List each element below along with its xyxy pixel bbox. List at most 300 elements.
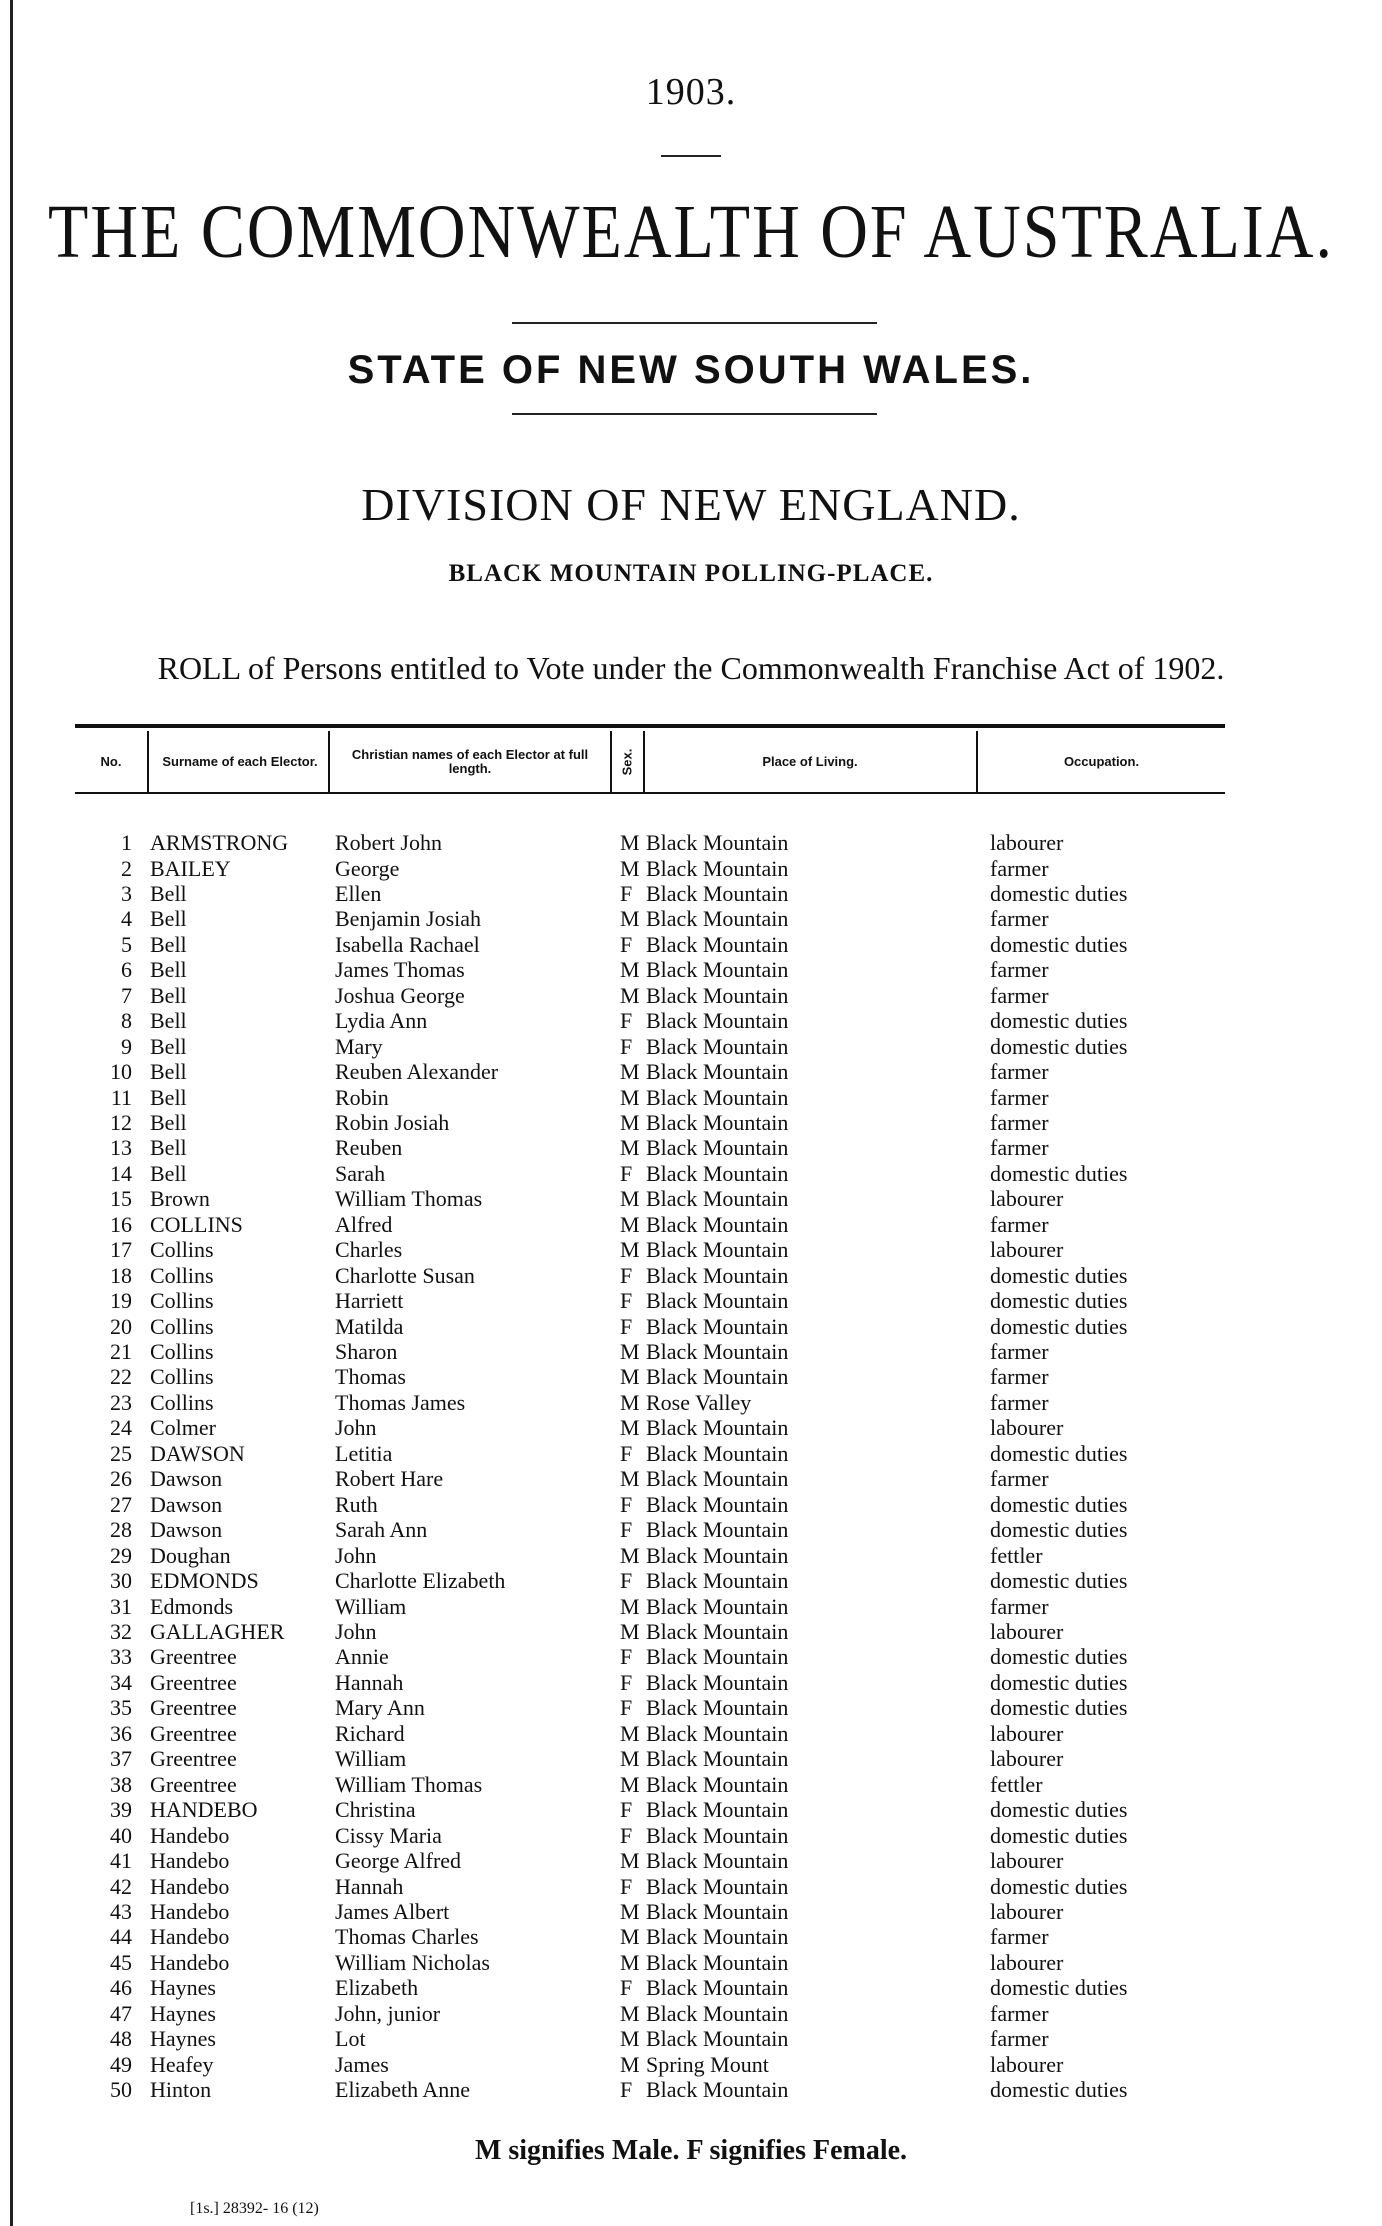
row-place: Black Mountain bbox=[646, 982, 789, 1008]
sex-legend: M signifies Male. F signifies Female. bbox=[474, 2135, 908, 2166]
row-place: Black Mountain bbox=[646, 1517, 789, 1543]
state-heading: STATE OF NEW SOUTH WALES. bbox=[347, 348, 1035, 392]
table-row bbox=[0, 1212, 1382, 1237]
row-number: 31 bbox=[110, 1593, 132, 1619]
row-number: 32 bbox=[110, 1618, 132, 1644]
row-number: 24 bbox=[110, 1415, 132, 1441]
header-occupation: Occupation. bbox=[1063, 754, 1140, 769]
table-row bbox=[0, 983, 1382, 1008]
print-code: [1s.] 28392- 16 (12) bbox=[190, 2200, 319, 2217]
table-row bbox=[0, 1110, 1382, 1135]
row-christian-names: Mary Ann bbox=[335, 1695, 425, 1721]
row-number: 26 bbox=[110, 1466, 132, 1492]
row-surname: Edmonds bbox=[150, 1593, 234, 1619]
table-row bbox=[0, 1441, 1382, 1466]
row-christian-names: Christina bbox=[335, 1797, 416, 1823]
row-christian-names: Harriett bbox=[335, 1288, 404, 1314]
row-surname: Bell bbox=[150, 931, 187, 957]
row-surname: Greentree bbox=[150, 1771, 237, 1797]
row-occupation: labourer bbox=[990, 1237, 1064, 1263]
row-sex: M bbox=[620, 1898, 640, 1924]
row-sex: F bbox=[620, 1517, 633, 1543]
table-row bbox=[0, 2077, 1382, 2102]
row-number: 17 bbox=[110, 1237, 132, 1263]
row-christian-names: John bbox=[335, 1618, 377, 1644]
row-occupation: domestic duties bbox=[990, 2077, 1128, 2103]
table-row bbox=[0, 906, 1382, 931]
row-occupation: fettler bbox=[990, 1771, 1043, 1797]
row-occupation: domestic duties bbox=[990, 1160, 1128, 1186]
row-occupation: farmer bbox=[990, 1364, 1049, 1390]
row-sex: M bbox=[620, 982, 640, 1008]
row-sex: F bbox=[620, 1975, 633, 2001]
row-surname: Bell bbox=[150, 982, 187, 1008]
row-sex: M bbox=[620, 1110, 640, 1135]
row-christian-names: Elizabeth bbox=[335, 1975, 419, 2001]
row-place: Black Mountain bbox=[646, 1644, 789, 1670]
row-surname: Bell bbox=[150, 1110, 187, 1135]
row-sex: F bbox=[620, 1797, 633, 1823]
row-sex: M bbox=[620, 957, 640, 983]
table-row bbox=[0, 1543, 1382, 1568]
table-row bbox=[0, 1135, 1382, 1160]
row-number: 47 bbox=[110, 2000, 132, 2026]
row-sex: M bbox=[620, 1415, 640, 1441]
row-place: Black Mountain bbox=[646, 1364, 789, 1390]
row-number: 8 bbox=[121, 1008, 132, 1034]
row-number: 38 bbox=[110, 1771, 132, 1797]
row-number: 5 bbox=[121, 931, 132, 957]
header-surname: Surname of each Elector. bbox=[162, 754, 318, 769]
row-sex: M bbox=[620, 1389, 640, 1415]
row-surname: EDMONDS bbox=[150, 1568, 259, 1593]
row-place: Black Mountain bbox=[646, 906, 789, 932]
row-christian-names: William bbox=[335, 1593, 407, 1619]
row-sex: M bbox=[620, 1542, 640, 1568]
row-place: Black Mountain bbox=[646, 1593, 789, 1619]
row-occupation: domestic duties bbox=[990, 1262, 1128, 1288]
row-christian-names: Thomas Charles bbox=[335, 1924, 479, 1950]
row-christian-names: George Alfred bbox=[335, 1848, 462, 1873]
row-number: 27 bbox=[110, 1491, 132, 1517]
row-number: 11 bbox=[110, 1084, 132, 1110]
row-surname: Heafey bbox=[150, 2051, 214, 2077]
row-sex: M bbox=[620, 1084, 640, 1110]
row-sex: F bbox=[620, 1033, 633, 1059]
row-sex: M bbox=[620, 1771, 640, 1797]
row-surname: Greentree bbox=[150, 1746, 237, 1772]
row-occupation: farmer bbox=[990, 1339, 1049, 1364]
row-number: 23 bbox=[110, 1389, 132, 1415]
row-surname: Handebo bbox=[150, 1822, 230, 1848]
row-christian-names: Isabella Rachael bbox=[335, 931, 480, 957]
table-row bbox=[0, 2052, 1382, 2077]
row-surname: Dawson bbox=[150, 1491, 223, 1517]
row-christian-names: William bbox=[335, 1746, 407, 1772]
row-occupation: labourer bbox=[990, 1898, 1064, 1924]
row-christian-names: Sharon bbox=[335, 1339, 398, 1364]
row-occupation: farmer bbox=[990, 1084, 1049, 1110]
row-christian-names: James Thomas bbox=[335, 957, 465, 983]
table-row bbox=[0, 1644, 1382, 1669]
table-row bbox=[0, 932, 1382, 957]
row-sex: F bbox=[620, 1822, 633, 1848]
row-christian-names: Cissy Maria bbox=[335, 1822, 442, 1848]
row-sex: M bbox=[620, 1618, 640, 1644]
column-divider bbox=[147, 731, 149, 793]
row-surname: Bell bbox=[150, 880, 187, 906]
row-place: Black Mountain bbox=[646, 1542, 789, 1568]
row-occupation: domestic duties bbox=[990, 1975, 1128, 2001]
row-surname: Greentree bbox=[150, 1669, 237, 1695]
row-place: Black Mountain bbox=[646, 1008, 789, 1034]
row-number: 40 bbox=[110, 1822, 132, 1848]
row-sex: F bbox=[620, 1262, 633, 1288]
table-row bbox=[0, 1390, 1382, 1415]
row-surname: Colmer bbox=[150, 1415, 216, 1441]
row-christian-names: Annie bbox=[335, 1644, 389, 1670]
row-christian-names: Ellen bbox=[335, 880, 382, 906]
row-occupation: labourer bbox=[990, 1848, 1064, 1873]
row-occupation: labourer bbox=[990, 1186, 1064, 1212]
row-surname: Collins bbox=[150, 1262, 214, 1288]
table-row bbox=[0, 2001, 1382, 2026]
table-row bbox=[0, 1874, 1382, 1899]
row-surname: Bell bbox=[150, 1084, 187, 1110]
row-occupation: farmer bbox=[990, 855, 1049, 881]
table-row bbox=[0, 1186, 1382, 1211]
row-number: 2 bbox=[121, 855, 132, 881]
row-place: Black Mountain bbox=[646, 1848, 789, 1873]
row-sex: M bbox=[620, 1924, 640, 1950]
row-occupation: farmer bbox=[990, 1593, 1049, 1619]
row-place: Black Mountain bbox=[646, 1975, 789, 2001]
row-number: 49 bbox=[110, 2051, 132, 2077]
table-row bbox=[0, 1415, 1382, 1440]
row-christian-names: Alfred bbox=[335, 1211, 393, 1237]
row-sex: M bbox=[620, 1237, 640, 1263]
row-occupation: domestic duties bbox=[990, 1695, 1128, 1721]
polling-place-heading: BLACK MOUNTAIN POLLING-PLACE. bbox=[448, 560, 934, 587]
table-row bbox=[0, 856, 1382, 881]
row-occupation: farmer bbox=[990, 982, 1049, 1008]
row-sex: M bbox=[620, 1211, 640, 1237]
row-christian-names: Robert Hare bbox=[335, 1466, 444, 1492]
row-place: Black Mountain bbox=[646, 1237, 789, 1263]
row-place: Black Mountain bbox=[646, 1440, 789, 1466]
row-place: Black Mountain bbox=[646, 2000, 789, 2026]
table-row bbox=[0, 1772, 1382, 1797]
row-christian-names: Hannah bbox=[335, 1873, 404, 1899]
row-place: Black Mountain bbox=[646, 1618, 789, 1644]
table-row bbox=[0, 1975, 1382, 2000]
row-place: Black Mountain bbox=[646, 1033, 789, 1059]
row-number: 15 bbox=[110, 1186, 132, 1212]
row-place: Spring Mount bbox=[646, 2051, 769, 2077]
row-sex: F bbox=[620, 1873, 633, 1899]
row-number: 3 bbox=[121, 880, 132, 906]
row-christian-names: Elizabeth Anne bbox=[335, 2077, 471, 2103]
row-number: 50 bbox=[110, 2077, 132, 2103]
row-sex: M bbox=[620, 1746, 640, 1772]
table-row bbox=[0, 1746, 1382, 1771]
row-number: 28 bbox=[110, 1517, 132, 1543]
row-surname: Collins bbox=[150, 1364, 214, 1390]
row-christian-names: Mary bbox=[335, 1033, 383, 1059]
row-christian-names: Charlotte Elizabeth bbox=[335, 1568, 506, 1593]
row-sex: F bbox=[620, 1695, 633, 1721]
row-sex: F bbox=[620, 1313, 633, 1339]
row-sex: F bbox=[620, 1440, 633, 1466]
row-place: Black Mountain bbox=[646, 1949, 789, 1975]
row-number: 4 bbox=[121, 906, 132, 932]
row-number: 12 bbox=[110, 1110, 132, 1135]
row-sex: F bbox=[620, 1491, 633, 1517]
row-number: 48 bbox=[110, 2026, 132, 2052]
row-sex: M bbox=[620, 906, 640, 932]
table-row bbox=[0, 1619, 1382, 1644]
row-surname: DAWSON bbox=[150, 1440, 245, 1466]
row-occupation: farmer bbox=[990, 906, 1049, 932]
table-row bbox=[0, 1899, 1382, 1924]
table-row bbox=[0, 2026, 1382, 2051]
row-surname: ARMSTRONG bbox=[150, 830, 289, 855]
row-surname: Bell bbox=[150, 906, 187, 932]
row-place: Black Mountain bbox=[646, 957, 789, 983]
row-occupation: domestic duties bbox=[990, 931, 1128, 957]
row-christian-names: Matilda bbox=[335, 1313, 404, 1339]
table-row bbox=[0, 1008, 1382, 1033]
row-number: 7 bbox=[121, 982, 132, 1008]
row-sex: M bbox=[620, 2026, 640, 2052]
division-heading: DIVISION OF NEW ENGLAND. bbox=[361, 479, 1021, 530]
row-occupation: domestic duties bbox=[990, 1313, 1128, 1339]
row-number: 41 bbox=[110, 1848, 132, 1873]
row-place: Black Mountain bbox=[646, 2077, 789, 2103]
row-occupation: fettler bbox=[990, 1542, 1043, 1568]
row-sex: M bbox=[620, 830, 640, 855]
row-occupation: farmer bbox=[990, 1110, 1049, 1135]
row-surname: HANDEBO bbox=[150, 1797, 258, 1823]
row-occupation: farmer bbox=[990, 1389, 1049, 1415]
row-surname: Haynes bbox=[150, 1975, 216, 2001]
row-place: Black Mountain bbox=[646, 1186, 789, 1212]
row-number: 13 bbox=[110, 1135, 132, 1161]
row-number: 37 bbox=[110, 1746, 132, 1772]
row-occupation: domestic duties bbox=[990, 1033, 1128, 1059]
row-occupation: farmer bbox=[990, 2000, 1049, 2026]
row-place: Black Mountain bbox=[646, 1695, 789, 1721]
row-christian-names: Robin bbox=[335, 1084, 389, 1110]
row-christian-names: Thomas bbox=[335, 1364, 406, 1390]
row-occupation: domestic duties bbox=[990, 1873, 1128, 1899]
row-surname: Handebo bbox=[150, 1924, 230, 1950]
row-occupation: domestic duties bbox=[990, 1797, 1128, 1823]
row-christian-names: James Albert bbox=[335, 1898, 450, 1924]
row-surname: Bell bbox=[150, 957, 187, 983]
column-divider bbox=[328, 731, 330, 793]
row-christian-names: Charlotte Susan bbox=[335, 1262, 475, 1288]
row-sex: M bbox=[620, 1364, 640, 1390]
row-place: Black Mountain bbox=[646, 1415, 789, 1441]
row-surname: Bell bbox=[150, 1059, 187, 1084]
row-place: Black Mountain bbox=[646, 1110, 789, 1135]
row-surname: Hinton bbox=[150, 2077, 212, 2103]
row-number: 18 bbox=[110, 1262, 132, 1288]
row-place: Black Mountain bbox=[646, 1746, 789, 1772]
row-number: 34 bbox=[110, 1669, 132, 1695]
row-surname: Collins bbox=[150, 1313, 214, 1339]
row-number: 45 bbox=[110, 1949, 132, 1975]
row-place: Black Mountain bbox=[646, 1466, 789, 1492]
header-place: Place of Living. bbox=[762, 754, 858, 769]
row-christian-names: Reuben Alexander bbox=[335, 1059, 499, 1084]
row-number: 19 bbox=[110, 1288, 132, 1314]
row-number: 46 bbox=[110, 1975, 132, 2001]
row-sex: F bbox=[620, 1160, 633, 1186]
row-sex: M bbox=[620, 2000, 640, 2026]
row-christian-names: Richard bbox=[335, 1720, 405, 1746]
table-row bbox=[0, 957, 1382, 982]
row-place: Black Mountain bbox=[646, 1211, 789, 1237]
row-surname: Greentree bbox=[150, 1644, 237, 1670]
row-number: 21 bbox=[110, 1339, 132, 1364]
row-place: Rose Valley bbox=[646, 1389, 752, 1415]
row-occupation: farmer bbox=[990, 1211, 1049, 1237]
row-surname: Handebo bbox=[150, 1949, 230, 1975]
table-row bbox=[0, 1848, 1382, 1873]
year-divider bbox=[661, 155, 721, 157]
row-sex: F bbox=[620, 1008, 633, 1034]
table-row bbox=[0, 1161, 1382, 1186]
row-christian-names: Letitia bbox=[335, 1440, 393, 1466]
row-christian-names: William Nicholas bbox=[335, 1949, 490, 1975]
row-christian-names: Lydia Ann bbox=[335, 1008, 428, 1034]
row-christian-names: William Thomas bbox=[335, 1186, 483, 1212]
row-surname: Haynes bbox=[150, 2000, 216, 2026]
row-occupation: domestic duties bbox=[990, 1568, 1128, 1593]
row-number: 44 bbox=[110, 1924, 132, 1950]
row-place: Black Mountain bbox=[646, 1160, 789, 1186]
row-surname: Bell bbox=[150, 1008, 187, 1034]
row-sex: M bbox=[620, 855, 640, 881]
table-row bbox=[0, 1085, 1382, 1110]
table-row bbox=[0, 1924, 1382, 1949]
row-surname: Bell bbox=[150, 1135, 187, 1161]
row-number: 36 bbox=[110, 1720, 132, 1746]
row-christian-names: James bbox=[335, 2051, 389, 2077]
row-number: 10 bbox=[110, 1059, 132, 1084]
row-surname: Doughan bbox=[150, 1542, 231, 1568]
row-place: Black Mountain bbox=[646, 1669, 789, 1695]
table-row bbox=[0, 1721, 1382, 1746]
row-occupation: labourer bbox=[990, 1618, 1064, 1644]
table-row bbox=[0, 1237, 1382, 1262]
row-occupation: farmer bbox=[990, 2026, 1049, 2052]
row-place: Black Mountain bbox=[646, 2026, 789, 2052]
row-surname: Greentree bbox=[150, 1695, 237, 1721]
row-surname: Collins bbox=[150, 1237, 214, 1263]
row-sex: F bbox=[620, 880, 633, 906]
row-occupation: domestic duties bbox=[990, 880, 1128, 906]
table-row bbox=[0, 1695, 1382, 1720]
row-number: 9 bbox=[121, 1033, 132, 1059]
row-christian-names: George bbox=[335, 855, 400, 881]
row-christian-names: Ruth bbox=[335, 1491, 378, 1517]
row-occupation: domestic duties bbox=[990, 1008, 1128, 1034]
row-number: 20 bbox=[110, 1313, 132, 1339]
roll-year: 1903. bbox=[645, 71, 737, 113]
row-number: 35 bbox=[110, 1695, 132, 1721]
row-sex: F bbox=[620, 1568, 633, 1593]
row-place: Black Mountain bbox=[646, 1924, 789, 1950]
row-occupation: labourer bbox=[990, 1949, 1064, 1975]
table-row bbox=[0, 1034, 1382, 1059]
row-christian-names: Sarah bbox=[335, 1160, 386, 1186]
row-surname: Handebo bbox=[150, 1898, 230, 1924]
row-sex: M bbox=[620, 1466, 640, 1492]
row-place: Black Mountain bbox=[646, 1491, 789, 1517]
row-sex: M bbox=[620, 1059, 640, 1084]
row-place: Black Mountain bbox=[646, 1873, 789, 1899]
row-christian-names: William Thomas bbox=[335, 1771, 483, 1797]
table-row bbox=[0, 881, 1382, 906]
row-sex: M bbox=[620, 1339, 640, 1364]
row-place: Black Mountain bbox=[646, 1288, 789, 1314]
header-sex: Sex. bbox=[619, 748, 635, 776]
row-place: Black Mountain bbox=[646, 855, 789, 881]
row-surname: Greentree bbox=[150, 1720, 237, 1746]
document-title: THE COMMONWEALTH OF AUSTRALIA. bbox=[48, 190, 1334, 275]
row-place: Black Mountain bbox=[646, 1339, 789, 1364]
header-no: No. bbox=[100, 754, 122, 769]
row-christian-names: Lot bbox=[335, 2026, 366, 2052]
row-sex: F bbox=[620, 1288, 633, 1314]
row-occupation: domestic duties bbox=[990, 1517, 1128, 1543]
row-place: Black Mountain bbox=[646, 1822, 789, 1848]
row-occupation: farmer bbox=[990, 1466, 1049, 1492]
table-row bbox=[0, 1950, 1382, 1975]
row-place: Black Mountain bbox=[646, 1720, 789, 1746]
row-number: 39 bbox=[110, 1797, 132, 1823]
title-divider bbox=[512, 322, 877, 324]
row-surname: Handebo bbox=[150, 1873, 230, 1899]
row-number: 42 bbox=[110, 1873, 132, 1899]
row-surname: GALLAGHER bbox=[150, 1618, 285, 1644]
row-surname: Dawson bbox=[150, 1517, 223, 1543]
row-occupation: domestic duties bbox=[990, 1644, 1128, 1670]
row-place: Black Mountain bbox=[646, 830, 789, 855]
row-place: Black Mountain bbox=[646, 1797, 789, 1823]
table-row bbox=[0, 1466, 1382, 1491]
row-occupation: domestic duties bbox=[990, 1288, 1128, 1314]
row-number: 30 bbox=[110, 1568, 132, 1593]
row-surname: Bell bbox=[150, 1160, 187, 1186]
state-divider bbox=[512, 413, 877, 415]
row-place: Black Mountain bbox=[646, 880, 789, 906]
row-surname: Collins bbox=[150, 1339, 214, 1364]
roll-description: ROLL of Persons entitled to Vote under the Commonwealth Franchise Act of 1902. bbox=[157, 650, 1225, 686]
row-christian-names: John bbox=[335, 1415, 377, 1441]
row-place: Black Mountain bbox=[646, 1771, 789, 1797]
row-number: 1 bbox=[121, 830, 132, 855]
row-sex: M bbox=[620, 1848, 640, 1873]
row-place: Black Mountain bbox=[646, 1262, 789, 1288]
table-row bbox=[0, 1314, 1382, 1339]
row-sex: M bbox=[620, 1720, 640, 1746]
row-place: Black Mountain bbox=[646, 1084, 789, 1110]
row-sex: M bbox=[620, 1593, 640, 1619]
